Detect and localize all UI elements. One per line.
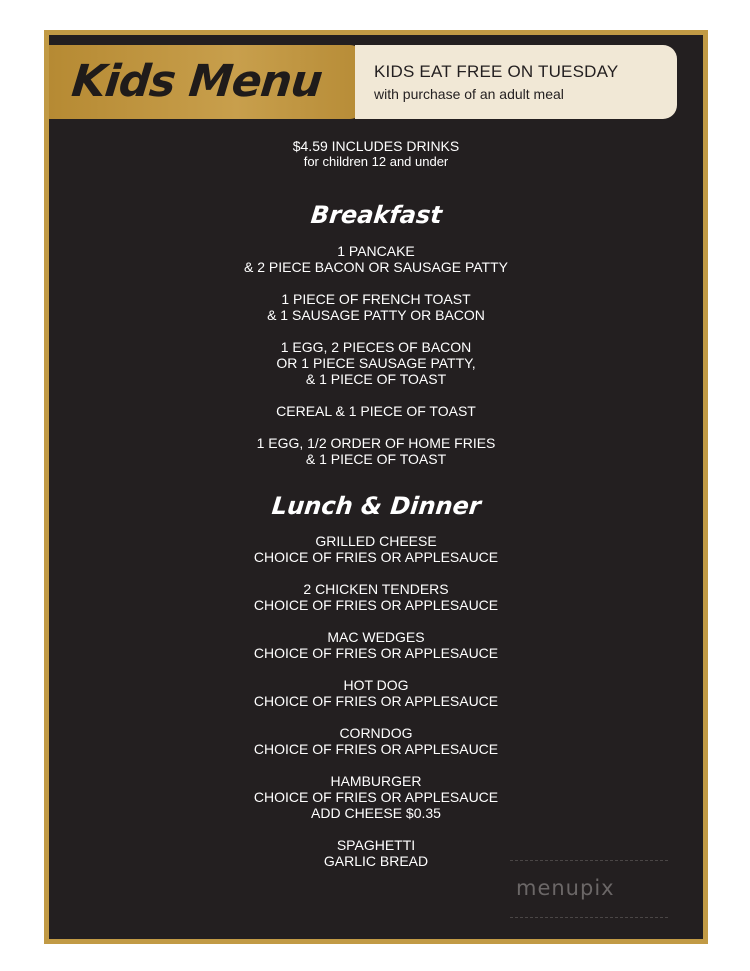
menu-item-line: & 1 PIECE OF TOAST — [305, 451, 447, 467]
menu-item-line: MAC WEDGES — [327, 629, 425, 645]
menu-item-line: CHOICE OF FRIES OR APPLESAUCE — [253, 693, 499, 709]
promo-banner — [355, 45, 677, 119]
breakfast-heading: Breakfast — [309, 201, 443, 229]
menu-item-line: CHOICE OF FRIES OR APPLESAUCE — [253, 549, 499, 565]
menu-item-line: & 2 PIECE BACON OR SAUSAGE PATTY — [244, 259, 508, 275]
watermark-logo: menupix — [516, 876, 615, 900]
menu-item-line: HAMBURGER — [330, 773, 422, 789]
menu-item-line: CEREAL & 1 PIECE OF TOAST — [276, 403, 476, 419]
price-line: $4.59 INCLUDES DRINKS — [292, 138, 460, 154]
breakfast-list — [49, 243, 703, 467]
menu-item-line: HOT DOG — [343, 677, 409, 693]
menu-item-line: 1 EGG, 2 PIECES OF BACON — [280, 339, 472, 355]
menu-item — [49, 533, 703, 565]
menu-item-line: & 1 PIECE OF TOAST — [305, 371, 447, 387]
menu-item-line: 1 EGG, 1/2 ORDER OF HOME FRIES — [256, 435, 496, 451]
menu-content — [49, 138, 703, 885]
menu-item — [49, 435, 703, 467]
lunch-dinner-list — [49, 533, 703, 869]
menu-item-line: CHOICE OF FRIES OR APPLESAUCE — [253, 597, 499, 613]
menu-item-line: SPAGHETTI — [336, 837, 416, 853]
menu-item-line: & 1 SAUSAGE PATTY OR BACON — [267, 307, 485, 323]
promo-headline: KIDS EAT FREE ON TUESDAY — [374, 62, 619, 81]
menu-item-line: ADD CHEESE $0.35 — [311, 805, 441, 821]
menu-item — [49, 243, 703, 275]
menu-title: Kids Menu — [69, 56, 325, 107]
menu-item-line: CHOICE OF FRIES OR APPLESAUCE — [253, 789, 499, 805]
menu-item — [49, 629, 703, 661]
price-note: for children 12 and under — [303, 154, 449, 169]
menu-item — [49, 403, 703, 419]
menu-item — [49, 725, 703, 757]
menu-item — [49, 581, 703, 613]
promo-subtext: with purchase of an adult meal — [374, 86, 564, 102]
menu-item-line: 2 CHICKEN TENDERS — [303, 581, 449, 597]
menu-item-line: 1 PANCAKE — [337, 243, 415, 259]
menu-item-line: CHOICE OF FRIES OR APPLESAUCE — [253, 645, 499, 661]
menu-item — [49, 339, 703, 387]
menu-item-line: GRILLED CHEESE — [315, 533, 437, 549]
menu-item — [49, 773, 703, 821]
menu-item-line: CHOICE OF FRIES OR APPLESAUCE — [253, 741, 499, 757]
menu-item-line: GARLIC BREAD — [323, 853, 429, 869]
menu-item-line: OR 1 PIECE SAUSAGE PATTY, — [276, 355, 476, 371]
menu-item-line: CORNDOG — [339, 725, 413, 741]
menu-item-line: 1 PIECE OF FRENCH TOAST — [281, 291, 471, 307]
lunch-dinner-heading: Lunch & Dinner — [270, 492, 482, 520]
menu-item — [49, 677, 703, 709]
menu-item — [49, 291, 703, 323]
